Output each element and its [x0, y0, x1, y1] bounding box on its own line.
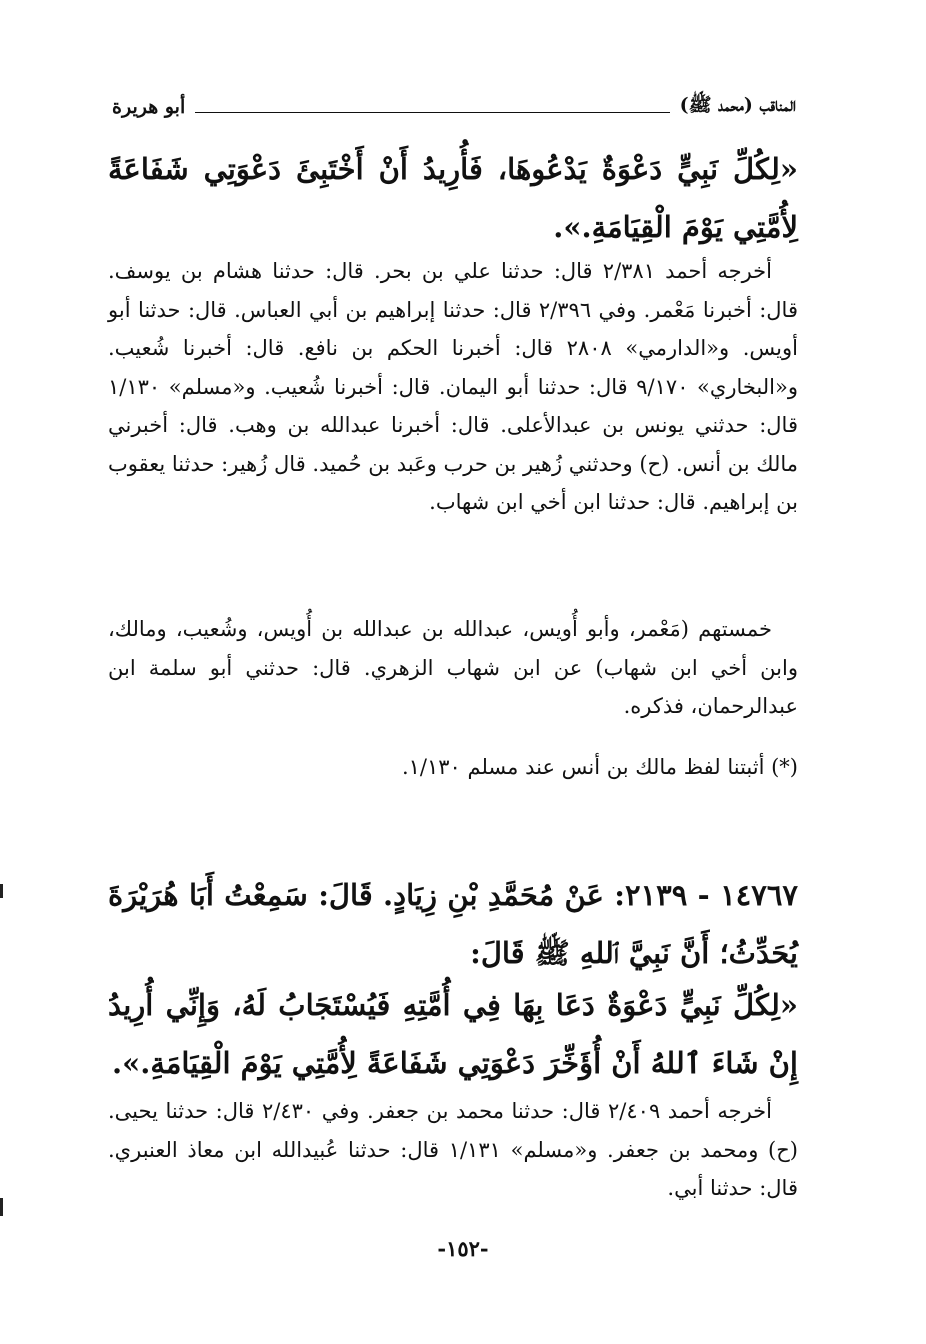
hadith-text-a: «لِكُلِّ نَبِيٍّ دَعْوَةٌ يَدْعُوهَا، فَأُرِيدُ أَنْ أَخْتَبِئَ دَعْوَتِي شَفَاعَةً لِأُمَّتِي يَوْمَ الْقِيَامَةِ.». — [108, 152, 798, 244]
page-number: -١٥٢- — [437, 1236, 489, 1261]
hadith-intro-b: ١٤٧٦٧ - ٢١٣٩: عَنْ مُحَمَّدِ بْنِ زِيَادٍ. قَالَ: سَمِعْتُ أَبَا هُرَيْرَةَ يُحَدِّثُ؛ أَنَّ نَبِيَّ ٱللهِ ﷺ قَالَ: — [108, 878, 798, 970]
header-narrator: أبو هريرة — [112, 96, 186, 118]
scan-edge-mark — [0, 1198, 3, 1216]
footnote-a: (*) أثبتنا لفظ مالك بن أنس عند مسلم ١/١٣٠. — [401, 755, 798, 779]
header-rule — [195, 112, 669, 113]
hadith-text-b: «لِكُلِّ نَبِيٍّ دَعْوَةٌ دَعَا بِهَا فِي أُمَّتِهِ فَيُسْتَجَابُ لَهُ، وَإِنِّي أُرِيدُ إِنْ شَاءَ ٱللهُ أَنْ أُؤَخِّرَ دَعْوَتِي شَفَاعَةً لِأُمَّتِي يَوْمَ الْقِيَامَةِ.». — [108, 988, 798, 1080]
scan-edge-mark — [0, 884, 3, 898]
header-chapter: المناقب (محمد ﷺ) — [679, 94, 796, 116]
takhrij-paragraph-a: أخرجه أحمد ٢/٣٨١ قال: حدثنا علي بن بحر. قال: حدثنا هشام بن يوسف. قال: أخبرنا مَعْمر. وفي ٢/٣٩٦ قال: حدثنا إبراهيم بن أبي العباس. قال: حدثنا أبو أويس. و«الدارمي» ٢٨٠٨ قال: أخبرنا الحكم بن نافع. قال: أخبرنا شُعيب. و«البخاري» ٩/١٧٠ قال: حدثنا أبو اليمان. قال: أخبرنا شُعيب. و«مسلم» ١/١٣٠ قال: حدثني يونس بن عبدالأعلى. قال: أخبرنا عبدالله بن وهب. قال: أخبرني مالك بن أنس. (ح) وحدثني زُهير بن حرب وعَبد بن حُميد. قال زُهير: حدثنا يعقوب بن إبراهيم. قال: حدثنا ابن أخي ابن شهاب. — [108, 259, 798, 514]
summary-paragraph-a: خمستهم (مَعْمر، وأبو أُويس، عبدالله بن عبدالله بن أُويس، وشُعيب، ومالك، وابن أخي ابن شهاب) عن ابن شهاب الزهري. قال: حدثني أبو سلمة ابن عبدالرحمان، فذكره. — [108, 617, 798, 718]
takhrij-paragraph-b: أخرجه أحمد ٢/٤٠٩ قال: حدثنا محمد بن جعفر. وفي ٢/٤٣٠ قال: حدثنا يحيى. (ح) ومحمد بن جعفر. و«مسلم» ١/١٣١ قال: حدثنا عُبيدالله ابن معاذ العنبري. قال: حدثنا أبي. — [108, 1099, 798, 1200]
running-header — [112, 92, 796, 122]
